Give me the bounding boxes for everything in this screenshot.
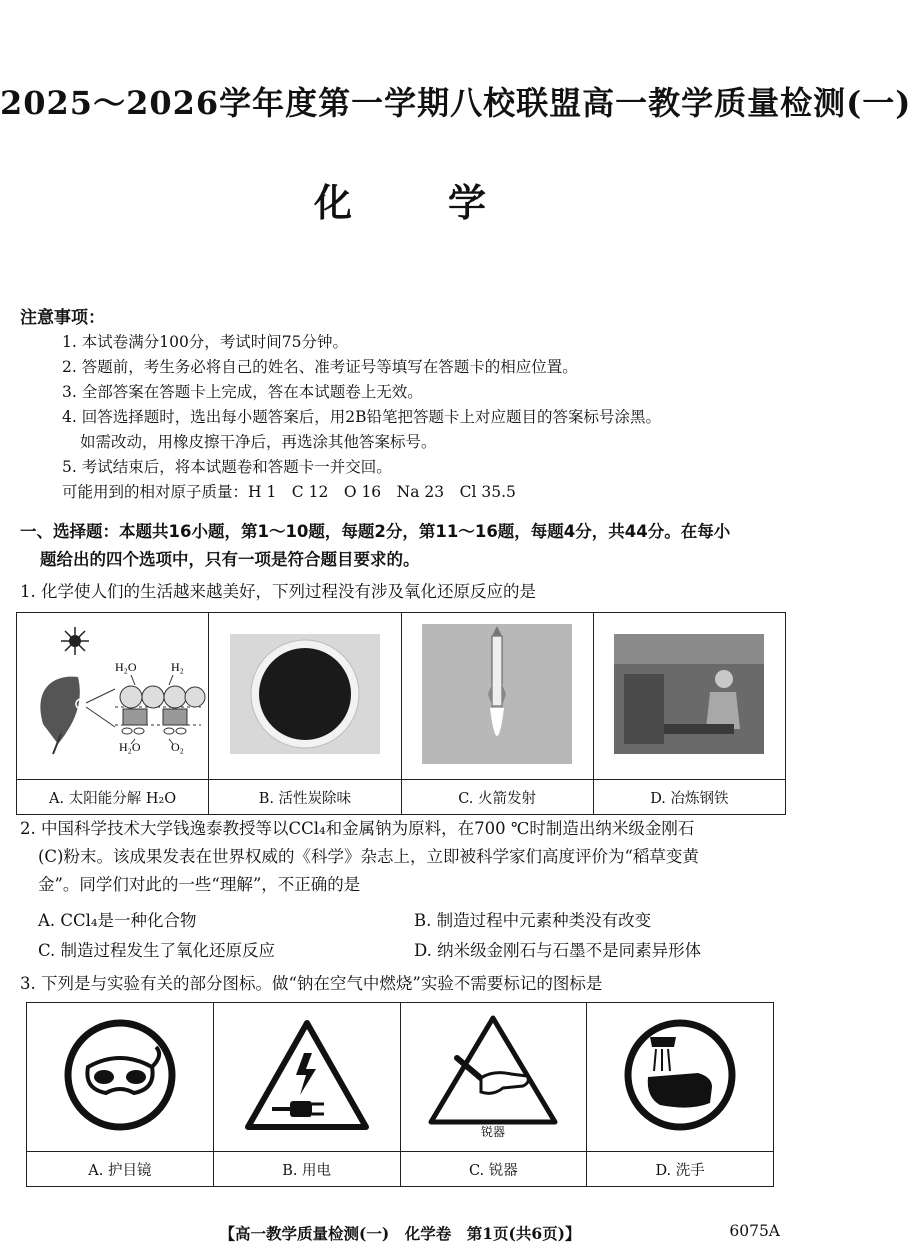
page-footer: 【高一教学质量检测(一) 化学卷 第1页(共6页)】: [219, 1224, 581, 1243]
notice-item: 4. 回答选择题时，选出每小题答案后，用2B铅笔把答题卡上对应题目的答案标号涂黑。: [62, 408, 661, 426]
q3-option-b: B. 用电: [213, 1152, 400, 1187]
q3-option-c: C. 锐器: [400, 1152, 587, 1187]
notice-heading: 注意事项：: [20, 308, 105, 328]
sun-icon: [61, 627, 89, 655]
q1-image-d: [593, 613, 785, 780]
q3-icon-c: [400, 1003, 587, 1152]
exam-code: 6075A: [729, 1222, 780, 1240]
q2-option-b: B. 制造过程中元素种类没有改变: [414, 911, 652, 930]
exam-title: 2025～2026学年度第一学期八校联盟高一教学质量检测(一): [0, 84, 911, 122]
q1-option-a: A. 太阳能分解 H₂O: [17, 780, 209, 815]
q1-options-table: [16, 612, 786, 815]
q2-stem-line-1: 2. 中国科学技术大学钱逸泰教授等以CCl₄和金属钠为原料，在700 ℃时制造出纳米级金刚石: [20, 819, 695, 838]
photosynthesis-diagram: [23, 619, 203, 769]
hand-wash-icon: [620, 1015, 740, 1135]
q3-icon-a: [27, 1003, 214, 1152]
subject-title: 化学: [313, 180, 582, 225]
q1-image-c: [401, 613, 593, 780]
q1-stem: 1. 化学使人们的生活越来越美好，下列过程没有涉及氧化还原反应的是: [20, 582, 536, 601]
h2o-bottom-label: H₂O: [118, 740, 141, 754]
q1-image-a: [17, 613, 209, 780]
q3-options-table: [26, 1002, 774, 1187]
q1-image-b: [209, 613, 401, 780]
atomic-mass-line: 可能用到的相对原子质量：H 1 C 12 O 16 Na 23 Cl 35.5: [62, 483, 516, 501]
section-heading: [20, 518, 788, 574]
q1-option-c: C. 火箭发射: [401, 780, 593, 815]
rocket-launch-photo: [422, 624, 572, 764]
section-line-2: 题给出的四个选项中，只有一项是符合题目要求的。: [40, 550, 420, 569]
q1-option-b: B. 活性炭除味: [209, 780, 401, 815]
sharp-object-icon: [423, 1010, 563, 1140]
iron-smelting-photo: [614, 634, 764, 754]
electricity-icon: [242, 1015, 372, 1135]
q3-icon-b: [213, 1003, 400, 1152]
notice-item: 如需改动，用橡皮擦干净后，再选涂其他答案标号。: [80, 433, 437, 451]
h2-label: H₂: [170, 660, 184, 674]
notice-item: 1. 本试卷满分100分，考试时间75分钟。: [62, 333, 349, 351]
section-line-1: 一、选择题：本题共16小题，第1～10题，每题2分，第11～16题，每题4分，共44分。在每小: [20, 522, 731, 541]
notice-item: 2. 答题前，考生务必将自己的姓名、准考证号等填写在答题卡的相应位置。: [62, 358, 578, 376]
q2-option-c: C. 制造过程发生了氧化还原反应: [38, 941, 276, 960]
q2-stem-line-2: (C)粉末。该成果发表在世界权威的《科学》杂志上，立即被科学家们高度评价为“稻草变黄: [38, 847, 699, 866]
o2-label: O₂: [170, 740, 184, 754]
activated-carbon-photo: [230, 634, 380, 754]
q2-option-a: A. CCl₄是一种化合物: [38, 911, 197, 930]
notice-item: 5. 考试结束后，将本试题卷和答题卡一并交回。: [62, 458, 392, 476]
h2o-top-label: H₂O: [114, 660, 137, 674]
q2-stem-line-3: 金”。同学们对此的一些“理解”，不正确的是: [38, 875, 361, 894]
q3-icon-d: [587, 1003, 774, 1152]
q3-option-a: A. 护目镜: [27, 1152, 214, 1187]
sharp-icon-label: 锐器: [481, 1125, 506, 1139]
notice-item: 3. 全部答案在答题卡上完成，答在本试题卷上无效。: [62, 383, 423, 401]
q3-option-d: D. 洗手: [587, 1152, 774, 1187]
q3-stem: 3. 下列是与实验有关的部分图标。做“钠在空气中燃烧”实验不需要标记的图标是: [20, 974, 603, 993]
q1-option-d: D. 冶炼钢铁: [593, 780, 785, 815]
q2-option-d: D. 纳米级金刚石与石墨不是同素异形体: [414, 941, 702, 960]
goggles-icon: [60, 1015, 180, 1135]
